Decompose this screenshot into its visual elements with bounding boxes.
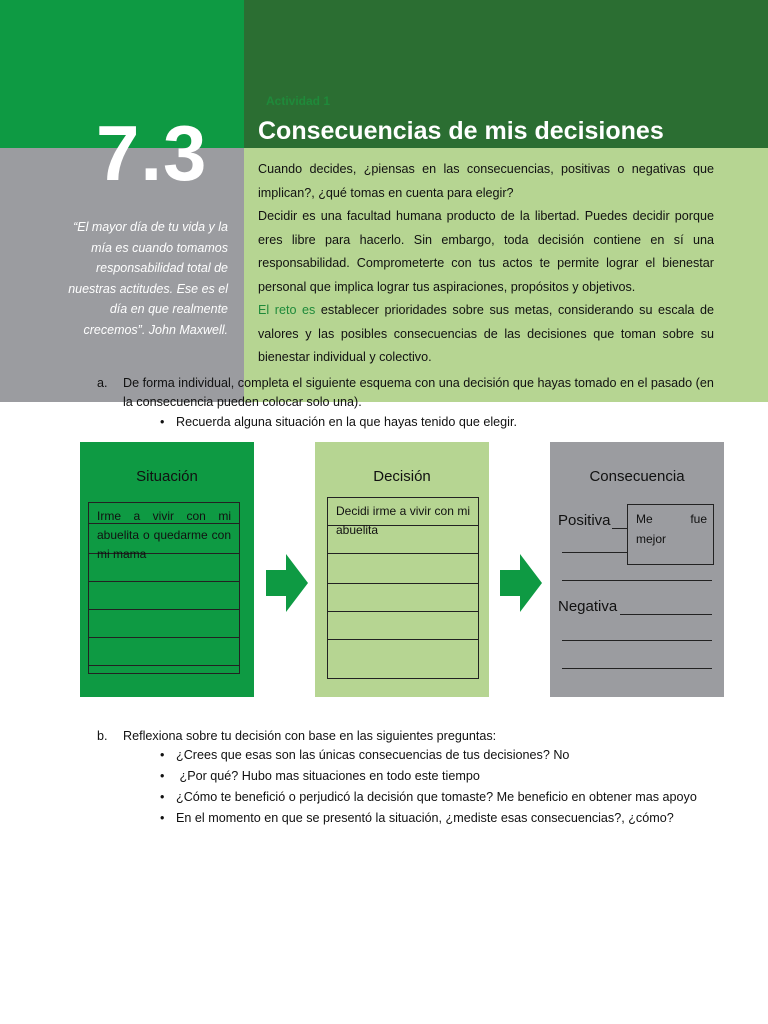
- bullet-icon: •: [160, 415, 165, 429]
- instruction-b-label: b.: [97, 729, 108, 743]
- answer-line[interactable]: [620, 614, 712, 615]
- decision-title: Decisión: [373, 468, 431, 485]
- table-row[interactable]: [89, 638, 239, 666]
- list-item: • ¿Cómo te benefició o perjudicó la decisión que tomaste? Me beneficio en obtener mas apoyo: [156, 787, 697, 808]
- answer-line[interactable]: [562, 668, 712, 669]
- arrow-right-icon: [500, 554, 542, 612]
- decision-box: [315, 442, 489, 697]
- answer-line[interactable]: [562, 580, 712, 581]
- decision-answer[interactable]: Decidi irme a vivir con mi abuelita: [336, 504, 470, 537]
- bullet-icon: •: [160, 811, 165, 825]
- reflection-questions: [156, 745, 697, 829]
- instruction-a: [97, 374, 715, 412]
- positiva-answer-box[interactable]: [627, 504, 714, 565]
- table-row[interactable]: [89, 666, 239, 676]
- list-item: • ¿Crees que esas son las únicas consecuencias de tus decisiones? No: [156, 745, 697, 766]
- table-row[interactable]: [328, 640, 478, 667]
- positiva-line: [612, 528, 628, 529]
- table-row[interactable]: [89, 610, 239, 638]
- positiva-answer-line1: Me fue: [636, 512, 707, 526]
- instruction-b: [97, 727, 715, 746]
- answer-line[interactable]: [562, 552, 627, 553]
- table-row[interactable]: [328, 612, 478, 640]
- positiva-label: Positiva: [558, 512, 611, 529]
- challenge-text: establecer prioridades sobre sus metas, considerando su escala de valores y las posibles consecuencias de las decisiones que toman sobre su bienestar individual y colectivo.: [258, 303, 715, 364]
- consecuencia-box: [550, 442, 724, 697]
- situacion-table: [88, 502, 240, 674]
- challenge-highlight: El reto es: [258, 303, 316, 317]
- situacion-title: Situación: [136, 468, 198, 485]
- quote-text: “El mayor día de tu vida y la mía es cuando tomamos responsabilidad total de nuestras actitudes. Ese es el día en que realmente crecemos”. John Maxwell.: [68, 220, 228, 337]
- table-row: [328, 498, 478, 537]
- instruction-a-label: a.: [97, 376, 108, 390]
- bullet-icon: •: [160, 790, 165, 804]
- situacion-answer[interactable]: Irme a vivir con mi abuelita o quedarme con mi mama: [97, 509, 231, 561]
- page-title: Consecuencias de mis decisiones: [258, 117, 664, 145]
- consecuencia-title: Consecuencia: [589, 468, 685, 485]
- intro-paragraph-1: Cuando decides, ¿piensas en las consecuencias, positivas o negativas que implican?, ¿qué tomas en cuenta para elegir?: [258, 162, 714, 200]
- arrow-right-icon: [266, 554, 308, 612]
- list-item: • ¿Por qué? Hubo mas situaciones en todo este tiempo: [156, 766, 697, 787]
- list-item: • Recuerda alguna situación en la que hayas tenido que elegir.: [156, 412, 517, 433]
- negativa-label: Negativa: [558, 598, 618, 615]
- situacion-box: [80, 442, 254, 697]
- intro-paragraph-2: Decidir es una facultad humana producto de la libertad. Puedes decidir porque eres libre para hacerlo. Sin embargo, toda decisión contiene en sí una responsabilidad. Comprometerte con tus actos te permite lograr el bienestar personal que implica lograr tus aspiraciones, propósitos y objetivos.: [258, 209, 714, 294]
- list-item: • En el momento en que se presentó la situación, ¿mediste esas consecuencias?, ¿cómo?: [156, 808, 697, 829]
- decision-table: [327, 497, 479, 679]
- instruction-b-text: Reflexiona sobre tu decisión con base en las siguientes preguntas:: [123, 729, 497, 743]
- intro-paragraph-3: [258, 299, 714, 370]
- table-row[interactable]: [89, 582, 239, 610]
- activity-label: Actividad 1: [266, 94, 331, 108]
- section-number: 7.3: [96, 109, 208, 197]
- table-row[interactable]: [328, 584, 478, 612]
- bullet-icon: •: [160, 769, 165, 783]
- bullet-icon: •: [160, 748, 165, 762]
- table-row[interactable]: [328, 554, 478, 584]
- table-row: [89, 503, 239, 561]
- intro-text: [258, 158, 714, 370]
- instruction-a-text: De forma individual, completa el siguiente esquema con una decisión que hayas tomado en el pasado (en la consecuencia pueden colocar solo una).: [123, 376, 714, 409]
- instruction-a-bullets: [156, 412, 517, 433]
- answer-line[interactable]: [562, 640, 712, 641]
- positiva-answer-line2: mejor: [636, 532, 667, 546]
